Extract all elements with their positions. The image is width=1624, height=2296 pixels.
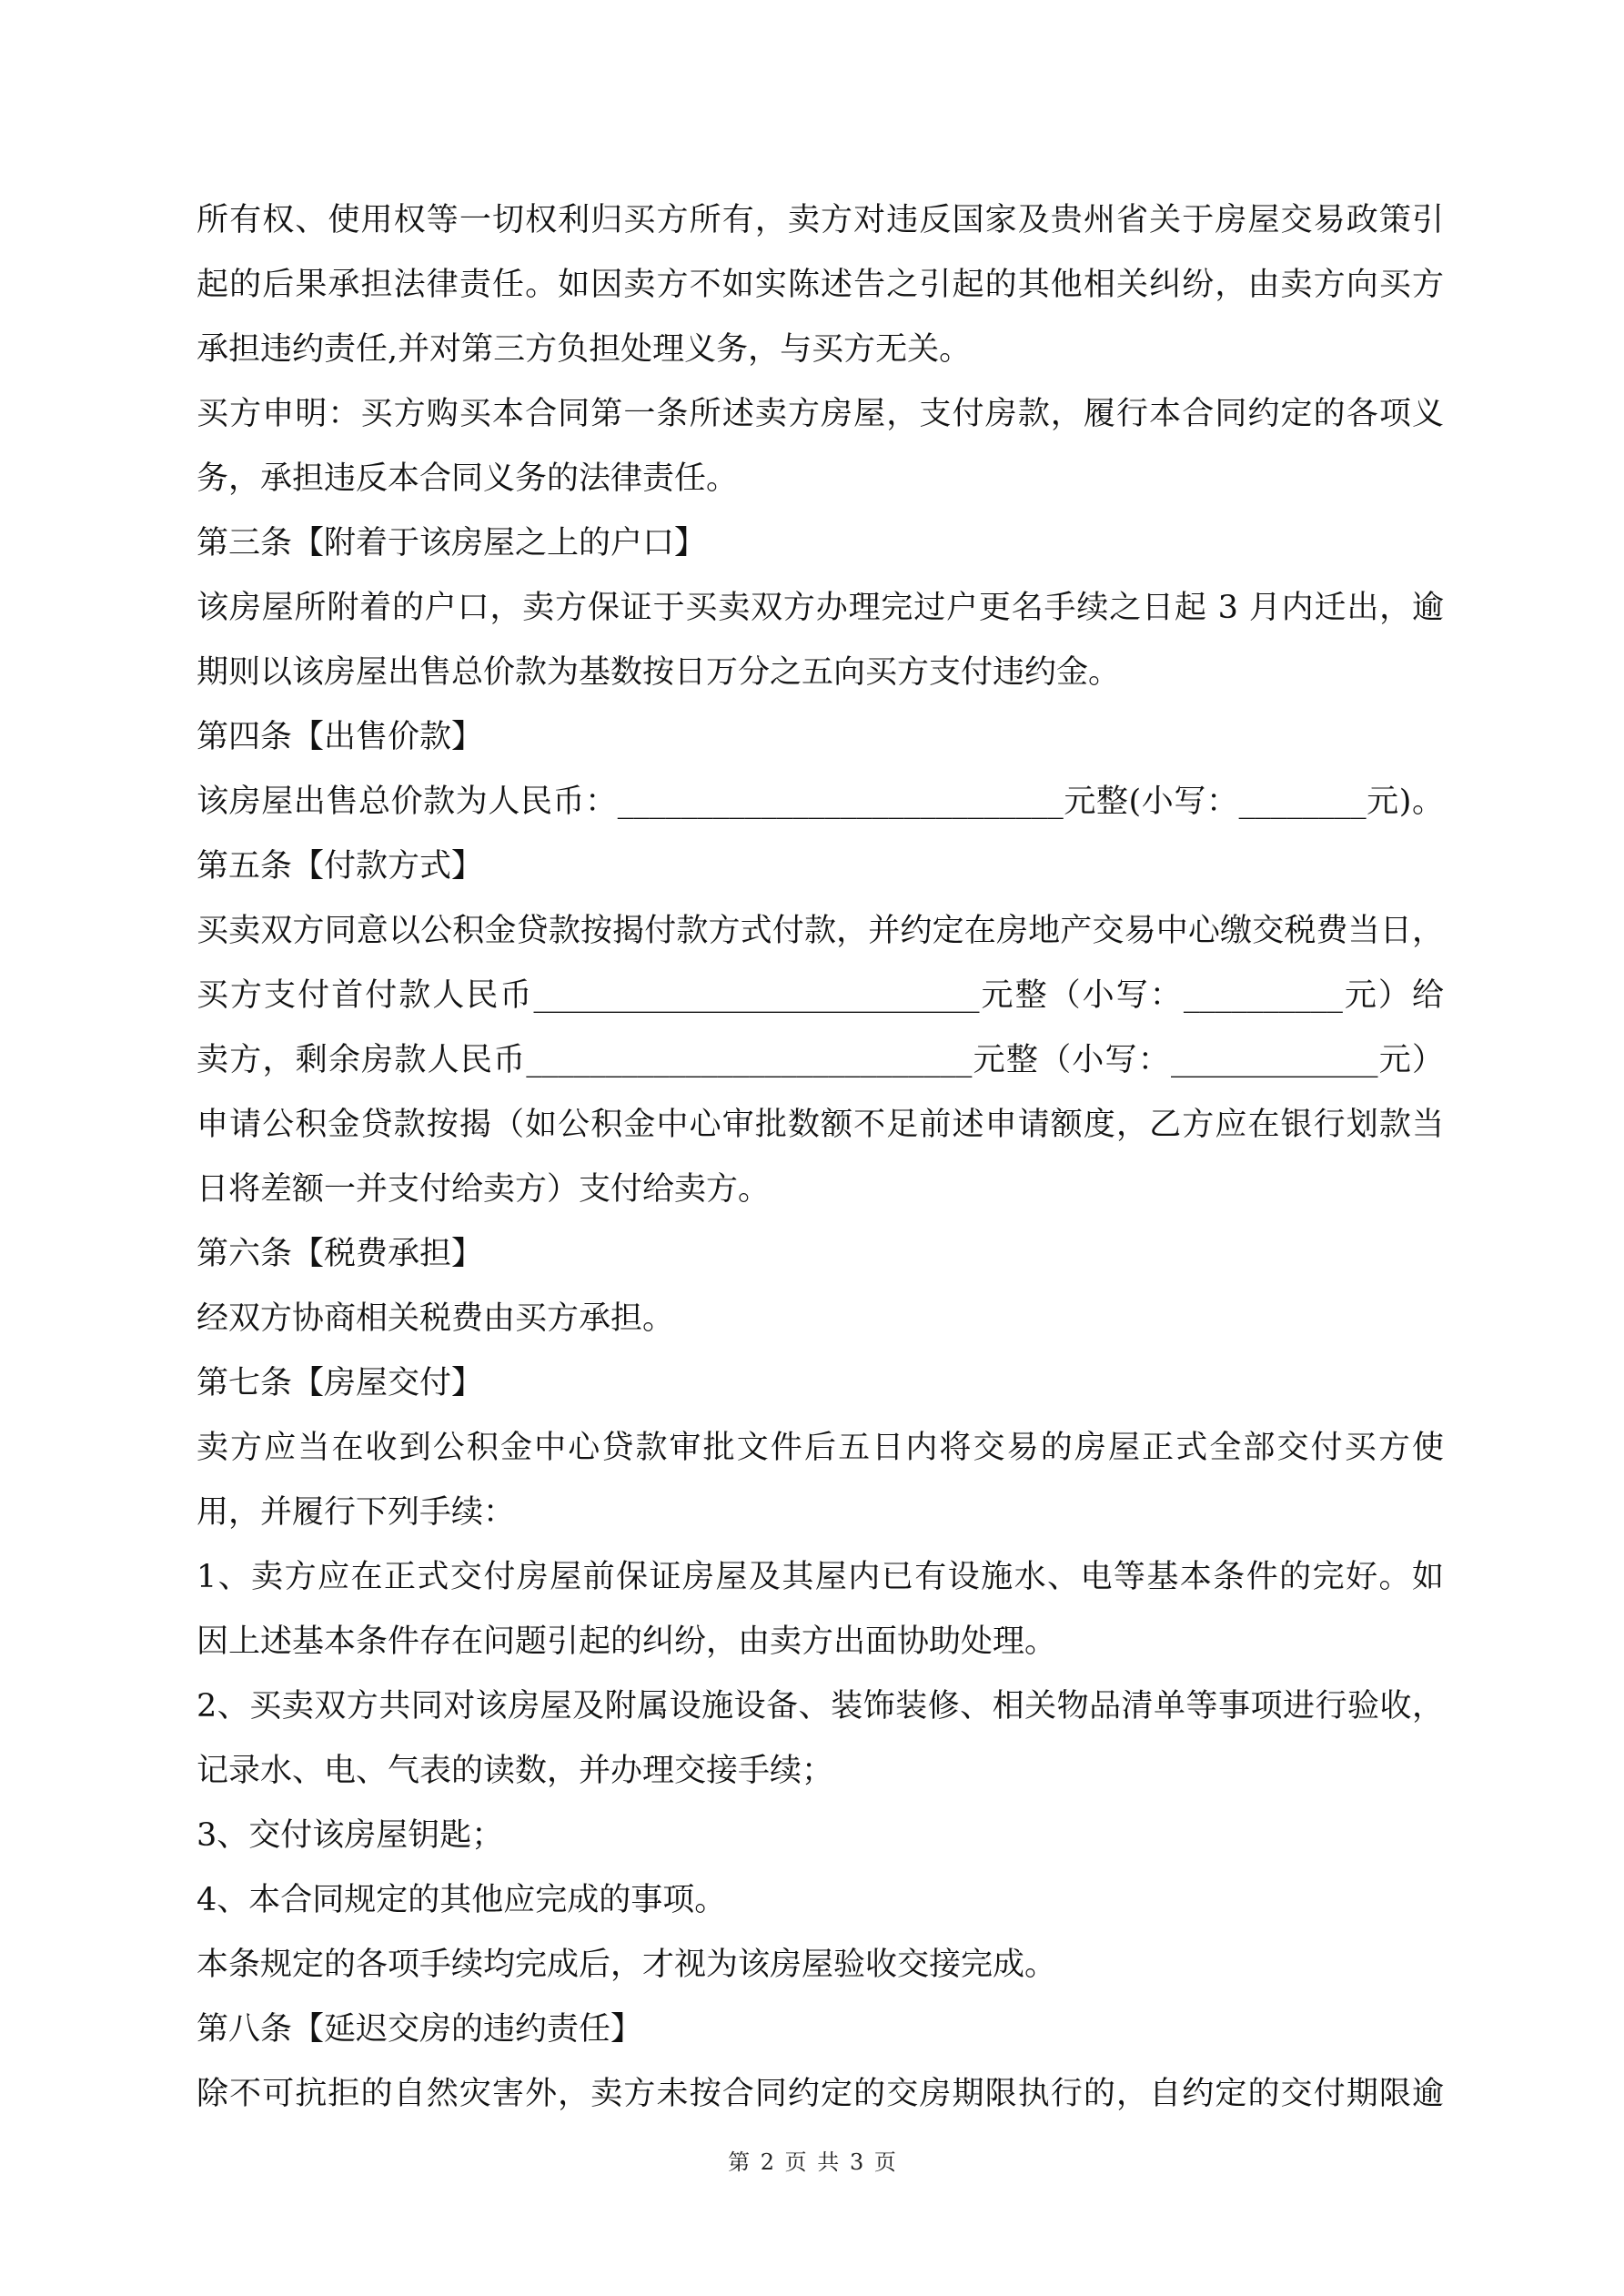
article-7-closing-line: 本条规定的各项手续均完成后，才视为该房屋验收交接完成。 [197,1947,1057,1983]
remaining-payment-label: 卖方，剩余房款人民币 [197,1042,527,1078]
page-number-footer: 第 2 页 共 3 页 [728,2149,896,2175]
article-6-section [197,1222,1444,1351]
article-3-heading: 第三条【附着于该房屋之上的户口】 [197,525,707,561]
article-3-line: 该房屋所附着的户口，卖方保证于买卖双方办理完过户更名手续之日起 3 月内迁出，逾 [197,590,1444,626]
list-item-line: 3、交付该房屋钥匙； [197,1817,504,1854]
article-7-section [197,1351,1444,1998]
list-item-line: 2、买卖双方共同对该房屋及附属设施设备、装饰装修、相关物品清单等事项进行验收， [197,1688,1444,1725]
article-3-line: 期则以该房屋出售总价款为基数按日万分之五向买方支付违约金。 [197,654,1121,691]
article-7-heading: 第七条【房屋交付】 [197,1365,484,1401]
article-6-line: 经双方协商相关税费由买方承担。 [197,1300,675,1337]
article-5-closing-line: 申请公积金贷款按揭（如公积金中心审批数额不足前述申请额度，乙方应在银行划款当 [197,1107,1444,1143]
article-4-section [197,705,1444,834]
buyer-statement [197,382,1444,511]
remaining-payment-lowercase-blank: _____________ [1171,1042,1378,1078]
remaining-payment-amount-blank: ____________________________ [526,1042,973,1078]
down-payment-line [197,964,1444,1028]
total-price-unit-label: 元整(小写： [1063,784,1239,820]
seller-statement-line: 所有权、使用权等一切权利归买方所有，卖方对违反国家及贵州省关于房屋交易政策引 [197,202,1444,238]
article-4-heading: 第四条【出售价款】 [197,719,484,755]
total-price-label: 该房屋出售总价款为人民币： [197,784,618,820]
buyer-statement-line: 买方申明：买方购买本合同第一条所述卖方房屋，支付房款，履行本合同约定的各项义 [197,396,1444,432]
total-price-lowercase-blank: ________ [1238,784,1367,820]
article-5-heading: 第五条【付款方式】 [197,848,484,885]
article-7-item-3 [197,1804,1444,1868]
total-price-suffix: 元)。 [1366,784,1444,820]
article-8-heading: 第八条【延迟交房的违约责任】 [197,2011,643,2048]
total-price-amount-blank: ____________________________ [617,784,1064,820]
buyer-statement-line: 务，承担违反本合同义务的法律责任。 [197,460,739,497]
article-5-closing-line: 日将差额一并支付给卖方）支付给卖方。 [197,1171,771,1208]
article-7-item-4 [197,1868,1444,1933]
remaining-payment-unit-label: 元整（小写： [972,1042,1172,1078]
down-payment-amount-blank: ____________________________ [533,977,980,1014]
seller-statement-line: 起的后果承担法律责任。如因卖方不如实陈述告之引起的其他相关纠纷，由卖方向买方 [197,267,1444,303]
remaining-payment-line [197,1028,1444,1093]
seller-statement-line: 承担违约责任,并对第三方负担处理义务，与买方无关。 [197,331,972,368]
article-7-intro-line: 用，并履行下列手续： [197,1494,516,1531]
article-7-intro-line: 卖方应当在收到公积金中心贷款审批文件后五日内将交易的房屋正式全部交付买方使 [197,1430,1444,1466]
article-5-section [197,834,1444,1222]
list-item-line: 1、卖方应在正式交付房屋前保证房屋及其屋内已有设施水、电等基本条件的完好。如 [197,1559,1444,1595]
article-8-line: 除不可抗拒的自然灾害外，卖方未按合同约定的交房期限执行的，自约定的交付期限逾 [197,2076,1444,2112]
seller-statement-continuation [197,188,1444,382]
down-payment-lowercase-blank: __________ [1183,977,1343,1014]
contract-body [197,188,1444,2127]
article-5-intro-line: 买卖双方同意以公积金贷款按揭付款方式付款，并约定在房地产交易中心缴交税费当日， [197,913,1444,949]
total-price-line [197,770,1444,834]
down-payment-suffix: 元）给 [1342,977,1444,1014]
list-item-line: 记录水、电、气表的读数，并办理交接手续； [197,1753,834,1789]
article-7-item-2 [197,1674,1444,1804]
remaining-payment-suffix: 元） [1377,1042,1444,1078]
article-7-item-1 [197,1545,1444,1674]
list-item-line: 4、本合同规定的其他应完成的事项。 [197,1882,727,1918]
down-payment-label: 买方支付首付款人民币 [197,977,534,1014]
list-item-line: 因上述基本条件存在问题引起的纠纷，由卖方出面协助处理。 [197,1623,1057,1660]
article-6-heading: 第六条【税费承担】 [197,1236,484,1272]
down-payment-unit-label: 元整（小写： [979,977,1184,1014]
article-3-section [197,511,1444,705]
article-8-section [197,1998,1444,2127]
